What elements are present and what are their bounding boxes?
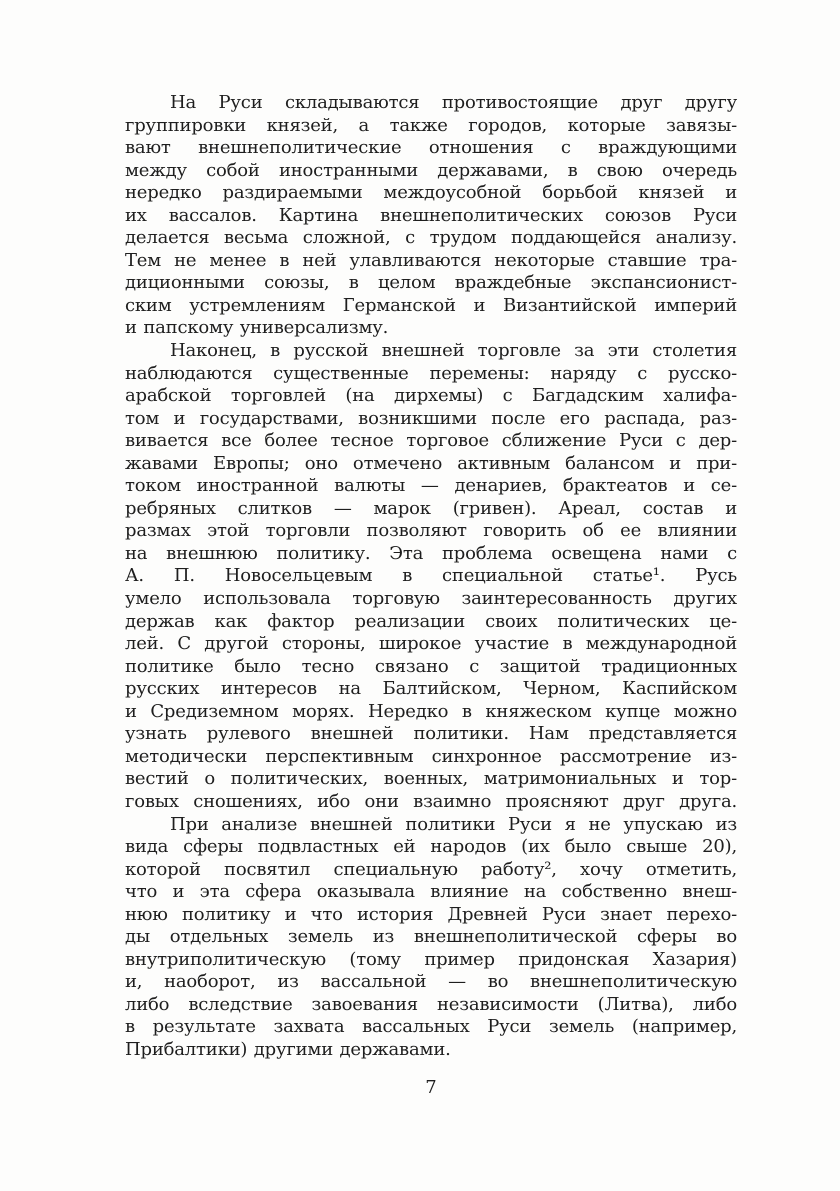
text-line: ды отдельных земель из внешнеполитической сферы во — [125, 926, 737, 948]
text-line: размах этой торговли позволяют говорить об ее влиянии — [125, 520, 737, 542]
text-line: диционными союзы, в целом враждебные экспансионист- — [125, 272, 737, 294]
text-line: которой посвятил специальную работу², хочу отметить, — [125, 858, 737, 880]
text-line: ским устремлениям Германской и Византийской империй — [125, 294, 737, 316]
text-line: вестий о политических, военных, матримониальных и тор- — [125, 768, 737, 790]
text-line: в результате захвата вассальных Руси земель (например, — [125, 1016, 737, 1038]
text-block — [125, 92, 737, 1062]
text-line: их вассалов. Картина внешнеполитических союзов Руси — [125, 204, 737, 226]
paragraph-2 — [125, 340, 737, 813]
text-line: и, наоборот, из вассальной — во внешнеполитическую — [125, 971, 737, 993]
text-line: вида сферы подвластных ей народов (их было свыше 20), — [125, 836, 737, 858]
text-line: русских интересов на Балтийском, Черном, Каспийском — [125, 678, 737, 700]
text-line: лей. С другой стороны, широкое участие в международной — [125, 633, 737, 655]
text-line: нюю политику и что история Древней Руси знает перехо- — [125, 903, 737, 925]
page-number: 7 — [425, 1077, 437, 1098]
text-line: либо вследствие завоевания независимости (Литва), либо — [125, 993, 737, 1015]
text-line: на внешнюю политику. Эта проблема освещена нами с — [125, 542, 737, 564]
text-line: узнать рулевого внешней политики. Нам представляется — [125, 723, 737, 745]
text-line: арабской торговлей (на дирхемы) с Багдадским халифа- — [125, 385, 737, 407]
text-line: и Средиземном морях. Нередко в княжеском купце можно — [125, 700, 737, 722]
text-line: Прибалтики) другими державами. — [125, 1038, 451, 1060]
text-line: ребряных слитков — марок (гривен). Ареал, состав и — [125, 497, 737, 519]
text-line: Тем не менее в ней улавливаются некоторые ставшие тра- — [125, 249, 737, 271]
text-line: между собой иностранными державами, в свою очередь — [125, 159, 737, 181]
text-line: что и эта сфера оказывала влияние на собственно внеш- — [125, 881, 737, 903]
text-line: током иностранной валюты — денариев, брактеатов и се- — [125, 475, 737, 497]
text-line: держав как фактор реализации своих политических це- — [125, 610, 737, 632]
text-line: При анализе внешней политики Руси я не упускаю из — [170, 813, 737, 835]
paragraph-1 — [125, 92, 737, 340]
text-line: Наконец, в русской внешней торговле за эти столетия — [170, 340, 737, 362]
text-line: На Руси складываются противостоящие друг другу — [170, 92, 737, 113]
text-line: методически перспективным синхронное рассмотрение из- — [125, 745, 737, 767]
text-line: делается весьма сложной, с трудом поддающейся анализу. — [125, 227, 737, 249]
paragraph-3 — [125, 814, 737, 1062]
text-line: наблюдаются существенные перемены: наряду с русско- — [125, 362, 737, 384]
text-line: внутриполитическую (тому пример придонская Хазария) — [125, 948, 737, 970]
text-line: том и государствами, возникшими после его распада, раз- — [125, 407, 737, 429]
text-line: вают внешнеполитические отношения с враждующими — [125, 137, 737, 159]
text-line: умело использовала торговую заинтересованность других — [125, 588, 737, 610]
text-line: и папскому универсализму. — [125, 317, 389, 339]
text-line: группировки князей, а также городов, которые завязы- — [125, 114, 737, 136]
text-line: жавами Европы; оно отмечено активным балансом и при- — [125, 452, 737, 474]
text-line: говых сношениях, ибо они взаимно проясняют друг друга. — [125, 790, 737, 812]
text-line: А. П. Новосельцевым в специальной статье¹. Русь — [125, 565, 737, 587]
text-line: вивается все более тесное торговое сближение Руси с дер- — [125, 430, 737, 452]
text-line: политике было тесно связано с защитой традиционных — [125, 655, 737, 677]
text-line: нередко раздираемыми междоусобной борьбой князей и — [125, 182, 737, 204]
